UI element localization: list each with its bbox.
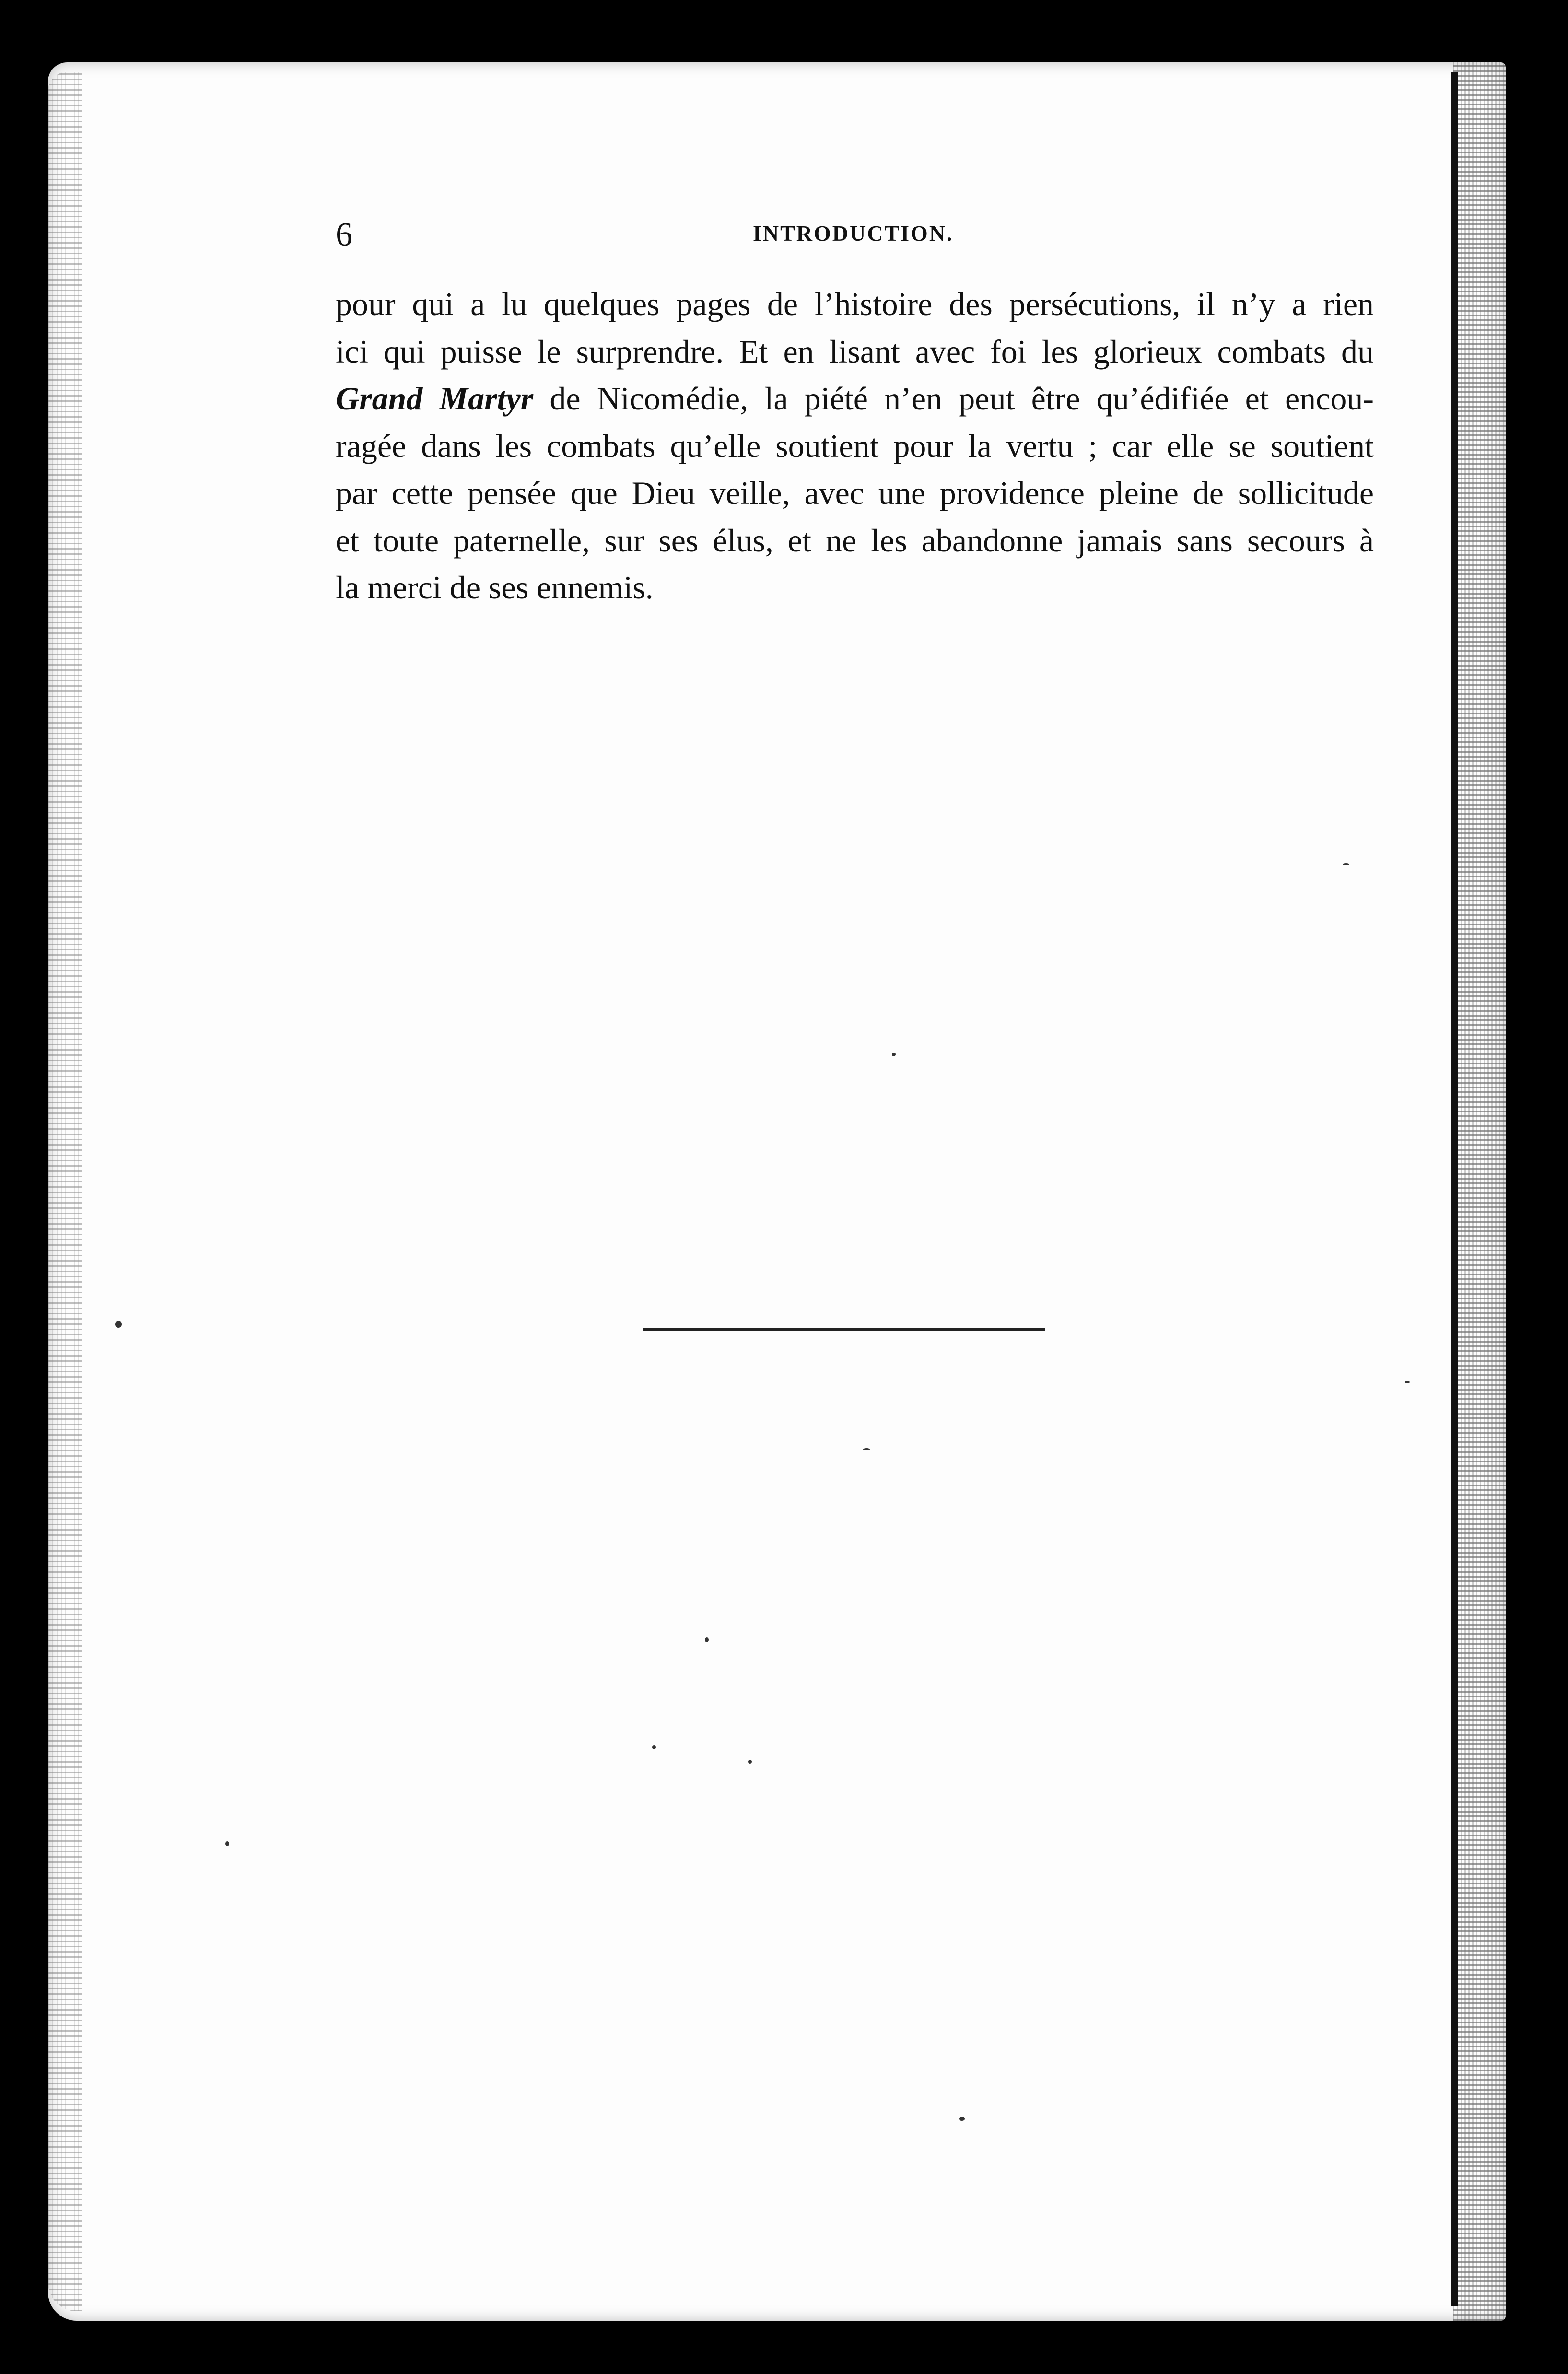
text-line: et toute paternelle, sur ses élus, et ne les abandonne jamais sans secours à [336,522,1374,559]
scan-speck [652,1745,656,1749]
scan-speck [748,1760,752,1764]
scan-speck [959,2117,965,2121]
page-right-edge [1453,62,1506,2321]
scan-speck [225,1841,229,1846]
text-line: pour qui a lu quelques pages de l’histoire des persécutions, il n’y a rien [336,286,1374,322]
running-head [336,216,1391,259]
text-line: ragée dans les combats qu’elle soutient pour la vertu ; car elle se soutient [336,427,1374,464]
page-binding-edge [1451,72,1458,2306]
scan-speck [863,1448,870,1450]
scan-speck [1343,863,1349,865]
text-line: par cette pensée que Dieu veille, avec une providence pleine de sollicitude [336,475,1374,511]
italic-phrase: Grand Martyr [336,380,534,417]
scan-speck [1405,1381,1410,1383]
text-line: la merci de ses ennemis. [336,569,654,606]
page-left-edge [48,72,82,2311]
text-line: ici qui puisse le surprendre. Et en lisant avec foi les glorieux combats du [336,333,1374,370]
scan-speck [892,1053,896,1056]
section-divider-rule [643,1328,1045,1331]
text-line [336,375,1374,422]
scan-speck [705,1637,709,1642]
running-head-title: INTRODUCTION. [753,221,954,246]
body-paragraph [336,281,1374,611]
scan-speck [115,1321,122,1328]
page-number: 6 [336,216,352,253]
text-line-rest: de Nicomédie, la piété n’en peut être qu’édifiée et encou- [533,380,1374,417]
